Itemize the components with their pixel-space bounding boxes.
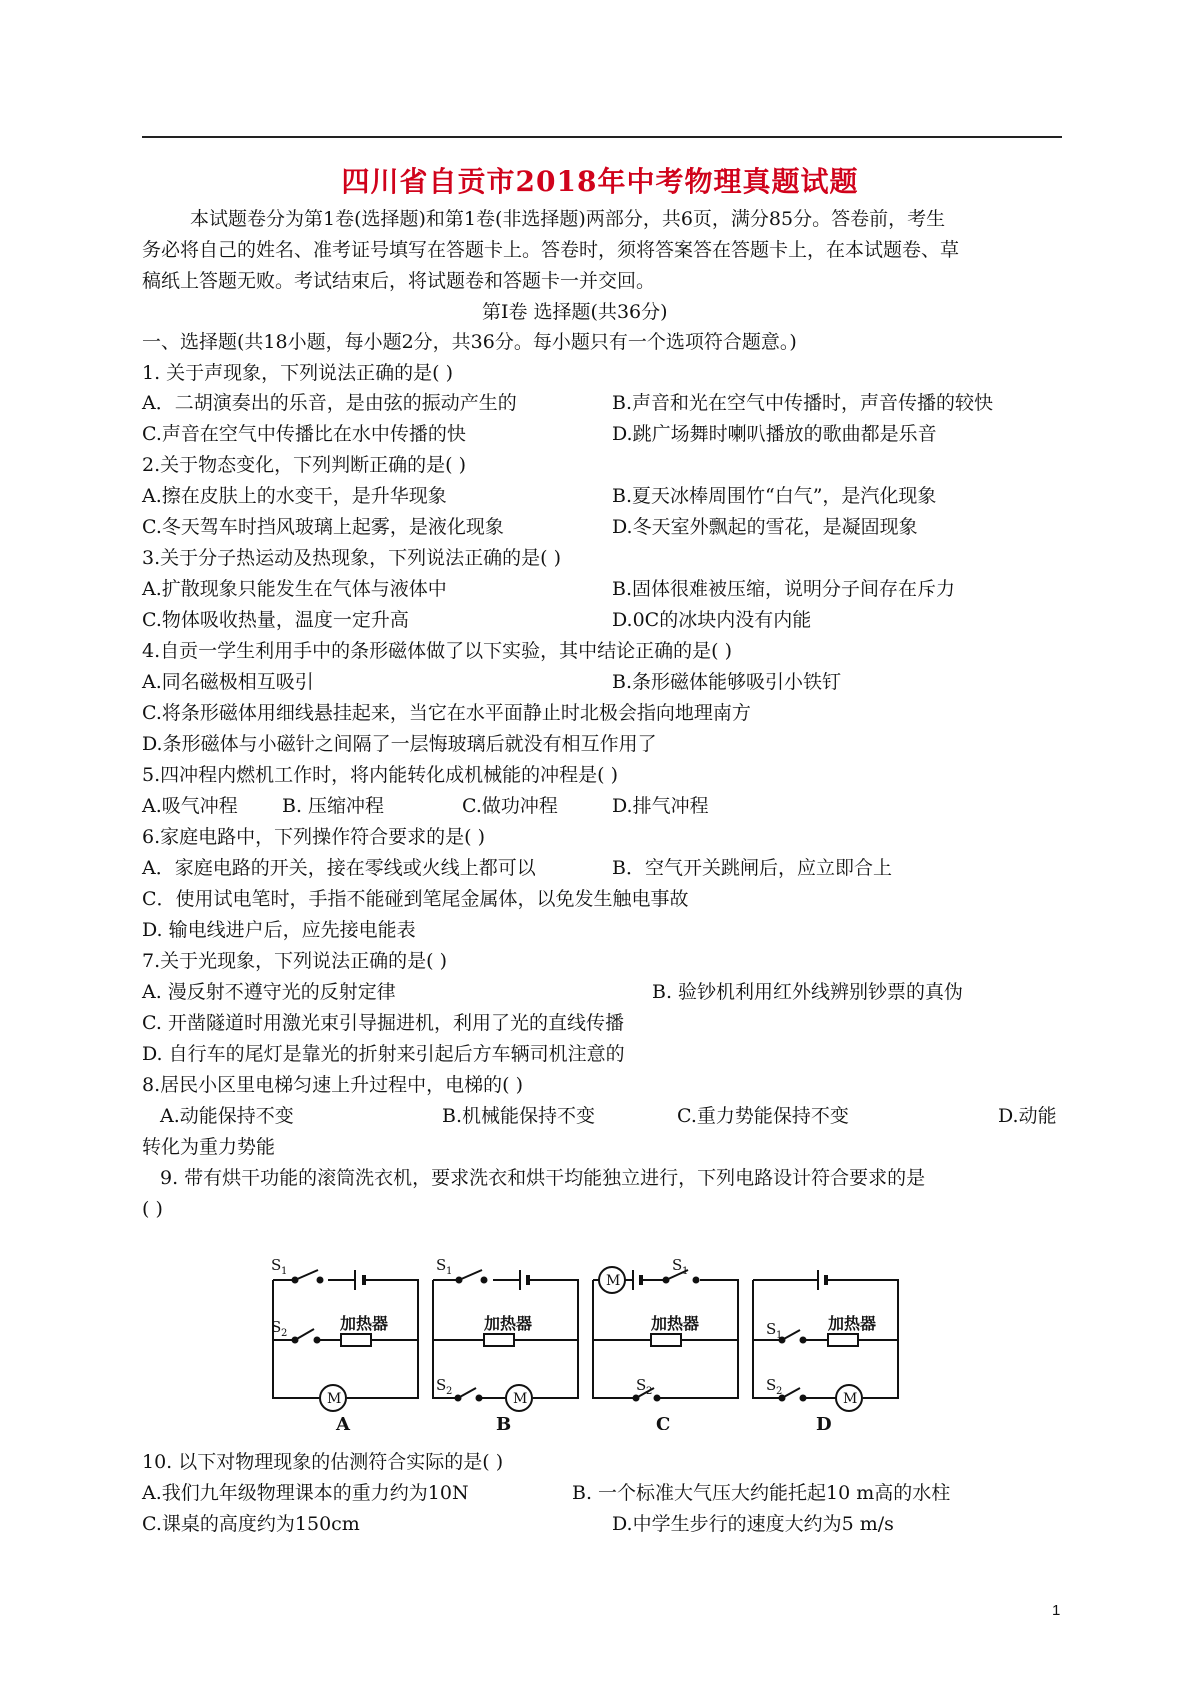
question-1-option-d: D.跳广场舞时喇叭播放的歌曲都是乐音 xyxy=(612,423,937,445)
question-5-option-c: C.做功冲程 xyxy=(462,795,558,817)
question-10-option-d: D.中学生步行的速度大约为5 m/s xyxy=(612,1513,894,1535)
circuit-d-s1-label: S xyxy=(766,1320,777,1338)
circuit-b-s2-label: S xyxy=(436,1376,447,1394)
circuit-b-s1-sub: 1 xyxy=(446,1266,453,1277)
question-4-option-c: C.将条形磁体用细线悬挂起来，当它在水平面静止时北极会指向地理南方 xyxy=(142,702,751,724)
circuit-c-s2-sub: 2 xyxy=(646,1386,653,1397)
question-2-option-b: B.夏天冰棒周围竹“白气”，是汽化现象 xyxy=(612,485,937,507)
question-3-stem: 3.关于分子热运动及热现象，下列说法正确的是( ) xyxy=(142,547,561,569)
question-4-stem: 4.自贡一学生利用手中的条形磁体做了以下实验，其中结论正确的是( ) xyxy=(142,640,732,662)
question-8-option-d: D.动能 xyxy=(998,1105,1057,1127)
question-3-option-c: C.物体吸收热量，温度一定升高 xyxy=(142,609,409,631)
intro-line-1: 本试题卷分为第1卷(选择题)和第1卷(非选择题)两部分，共6页，满分85分。答卷前，考生 xyxy=(190,208,946,230)
circuit-c-s2-label: S xyxy=(636,1376,647,1394)
question-2-stem: 2.关于物态变化，下列判断正确的是( ) xyxy=(142,454,466,476)
question-5-stem: 5.四冲程内燃机工作时，将内能转化成机械能的冲程是( ) xyxy=(142,764,618,786)
circuit-c-label: C xyxy=(656,1414,671,1430)
circuit-d-label: D xyxy=(816,1414,832,1430)
question-8-option-c: C.重力势能保持不变 xyxy=(677,1105,849,1127)
question-8-option-d-continued: 转化为重力势能 xyxy=(142,1136,276,1158)
question-7-option-a: A. 漫反射不遵守光的反射定律 xyxy=(142,981,396,1003)
question-10-stem: 10. 以下对物理现象的估测符合实际的是( ) xyxy=(142,1451,504,1473)
question-1-stem: 1. 关于声现象，下列说法正确的是( ) xyxy=(142,362,454,384)
circuit-d-s2-sub: 2 xyxy=(776,1386,783,1397)
circuit-a-s1-label: S xyxy=(271,1256,282,1274)
circuit-c-s1-sub: 1 xyxy=(682,1266,689,1277)
circuit-d-heater-label: 加热器 xyxy=(828,1314,877,1333)
question-10-option-a: A.我们九年级物理课本的重力约为10N xyxy=(142,1482,469,1504)
circuit-d-motor-label: M xyxy=(843,1391,858,1407)
question-3-option-b: B.固体很难被压缩，说明分子间存在斥力 xyxy=(612,578,956,600)
question-9-stem-continued: ( ) xyxy=(142,1198,163,1220)
question-10-option-c: C.课桌的高度约为150cm xyxy=(142,1513,360,1535)
question-6-option-b: B．空气开关跳闸后，应立即合上 xyxy=(612,857,892,879)
part-title: 第Ⅰ卷 选择题(共36分) xyxy=(482,301,668,323)
question-4-option-d: D.条形磁体与小磁针之间隔了一层悔玻璃后就没有相互作用了 xyxy=(142,733,657,755)
question-2-option-a: A.擦在皮肤上的水变干，是升华现象 xyxy=(142,485,447,507)
circuit-c-heater-label: 加热器 xyxy=(651,1314,700,1333)
circuit-b-heater-label: 加热器 xyxy=(484,1314,533,1333)
circuit-a-s2-sub: 2 xyxy=(281,1328,288,1339)
question-6-stem: 6.家庭电路中，下列操作符合要求的是( ) xyxy=(142,826,485,848)
header-rule xyxy=(142,136,1062,138)
question-5-option-d: D.排气冲程 xyxy=(612,795,709,817)
question-7-option-d: D. 自行车的尾灯是靠光的折射来引起后方车辆司机注意的 xyxy=(142,1043,625,1065)
question-10-option-b: B. 一个标准大气压大约能托起10 m高的水柱 xyxy=(572,1482,951,1504)
question-1-option-b: B.声音和光在空气中传播时，声音传播的较快 xyxy=(612,392,994,414)
circuit-b-s2-sub: 2 xyxy=(446,1386,453,1397)
circuit-b-motor-label: M xyxy=(513,1391,528,1407)
question-1-option-a: A．二胡演奏出的乐音，是由弦的振动产生的 xyxy=(142,392,517,414)
page-number: 1 xyxy=(1052,1602,1061,1619)
intro-line-3: 稿纸上答题无败。考试结束后，将试题卷和答题卡一并交回。 xyxy=(142,270,656,292)
question-6-option-c: C．使用试电笔时，手指不能碰到笔尾金属体，以免发生触电事故 xyxy=(142,888,689,910)
question-6-option-a: A．家庭电路的开关，接在零线或火线上都可以 xyxy=(142,857,536,879)
question-8-option-b: B.机械能保持不变 xyxy=(442,1105,596,1127)
circuit-a-heater-label: 加热器 xyxy=(340,1314,389,1333)
circuit-b-s1-label: S xyxy=(436,1256,447,1274)
question-2-option-d: D.冬天室外飘起的雪花，是凝固现象 xyxy=(612,516,918,538)
circuit-a-s1-sub: 1 xyxy=(281,1266,288,1277)
question-3-option-a: A.扩散现象只能发生在气体与液体中 xyxy=(142,578,447,600)
question-8-option-a: A.动能保持不变 xyxy=(160,1105,294,1127)
circuit-b-label: B xyxy=(496,1414,512,1430)
circuit-b xyxy=(433,1270,578,1411)
question-7-option-c: C. 开凿隧道时用激光束引导掘进机，利用了光的直线传播 xyxy=(142,1012,624,1034)
circuit-a-motor-label: M xyxy=(327,1391,342,1407)
intro-line-2: 务必将自己的姓名、准考证号填写在答题卡上。答卷时，须将答案答在答题卡上，在本试题卷、草 xyxy=(142,239,960,261)
page-title: 四川省自贡市2018年中考物理真题试题 xyxy=(341,165,859,198)
question-4-option-a: A.同名磁极相互吸引 xyxy=(142,671,314,693)
question-3-option-d: D.0C的冰块内没有内能 xyxy=(612,609,812,631)
question-5-option-a: A.吸气冲程 xyxy=(142,795,238,817)
question-7-stem: 7.关于光现象，下列说法正确的是( ) xyxy=(142,950,447,972)
question-7-option-b: B. 验钞机利用红外线辨别钞票的真伪 xyxy=(652,981,964,1003)
question-4-option-b: B.条形磁体能够吸引小铁钉 xyxy=(612,671,842,693)
circuit-c-s1-label: S xyxy=(672,1256,683,1274)
question-1-option-c: C.声音在空气中传播比在水中传播的快 xyxy=(142,423,466,445)
circuit-c-motor-label: M xyxy=(606,1273,621,1289)
circuit-d-s1-sub: 1 xyxy=(776,1330,783,1341)
question-2-option-c: C.冬天驾车时挡风玻璃上起雾，是液化现象 xyxy=(142,516,504,538)
question-5-option-b: B. 压缩冲程 xyxy=(282,795,385,817)
circuit-diagrams xyxy=(268,1250,908,1430)
circuit-d-s2-label: S xyxy=(766,1376,777,1394)
section-title: 一、选择题(共18小题，每小题2分，共36分。每小题只有一个选项符合题意。) xyxy=(142,331,797,353)
circuit-a-label: A xyxy=(336,1414,350,1430)
circuit-a xyxy=(273,1270,418,1411)
question-8-stem: 8.居民小区里电梯匀速上升过程中，电梯的( ) xyxy=(142,1074,523,1096)
circuit-a-s2-label: S xyxy=(271,1318,282,1336)
question-6-option-d: D. 输电线进户后，应先接电能表 xyxy=(142,919,416,941)
question-9-stem: 9. 带有烘干功能的滚筒洗衣机，要求洗衣和烘干均能独立进行，下列电路设计符合要求的是 xyxy=(160,1167,926,1189)
